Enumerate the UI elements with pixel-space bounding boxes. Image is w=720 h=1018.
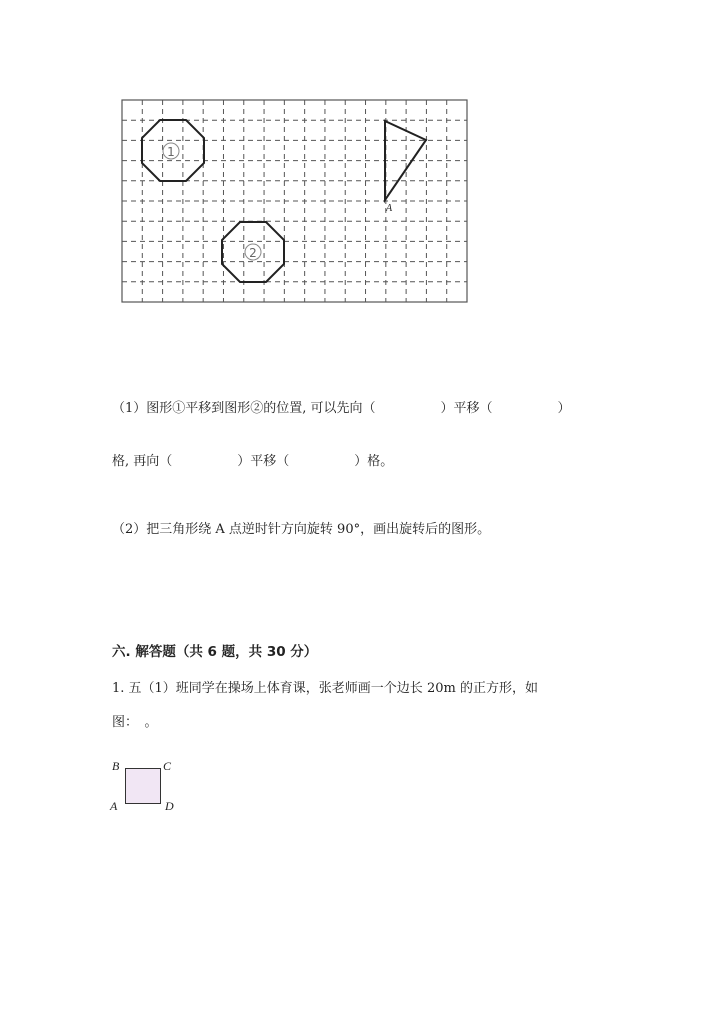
shape-1-label: 1	[167, 145, 175, 159]
square-label-d: D	[165, 799, 174, 813]
point-a-label: A	[386, 203, 393, 214]
problem1-line1: 1. 五（1）班同学在操场上体育课，张老师画一个边长 20m 的正方形，如	[112, 681, 538, 696]
problem1-line2: 图： 。	[112, 715, 158, 730]
square-label-c: C	[163, 759, 172, 773]
question-part1-line2: 格, 再向（ ）平移（ ）格。	[112, 454, 394, 469]
square-label-b: B	[112, 759, 120, 773]
square-figure	[125, 768, 161, 804]
shape-2-label: 2	[249, 246, 257, 260]
section-title: 六. 解答题（共 6 题，共 30 分）	[112, 644, 318, 660]
grid-figure	[0, 0, 720, 320]
dashed-grid	[122, 100, 467, 302]
question-part2: （2）把三角形绕 A 点逆时针方向旋转 90°，画出旋转后的图形。	[112, 522, 491, 537]
square-label-a: A	[110, 799, 118, 813]
question-part1-line1: （1）图形①平移到图形②的位置, 可以先向（ ）平移（ ）	[112, 401, 571, 416]
